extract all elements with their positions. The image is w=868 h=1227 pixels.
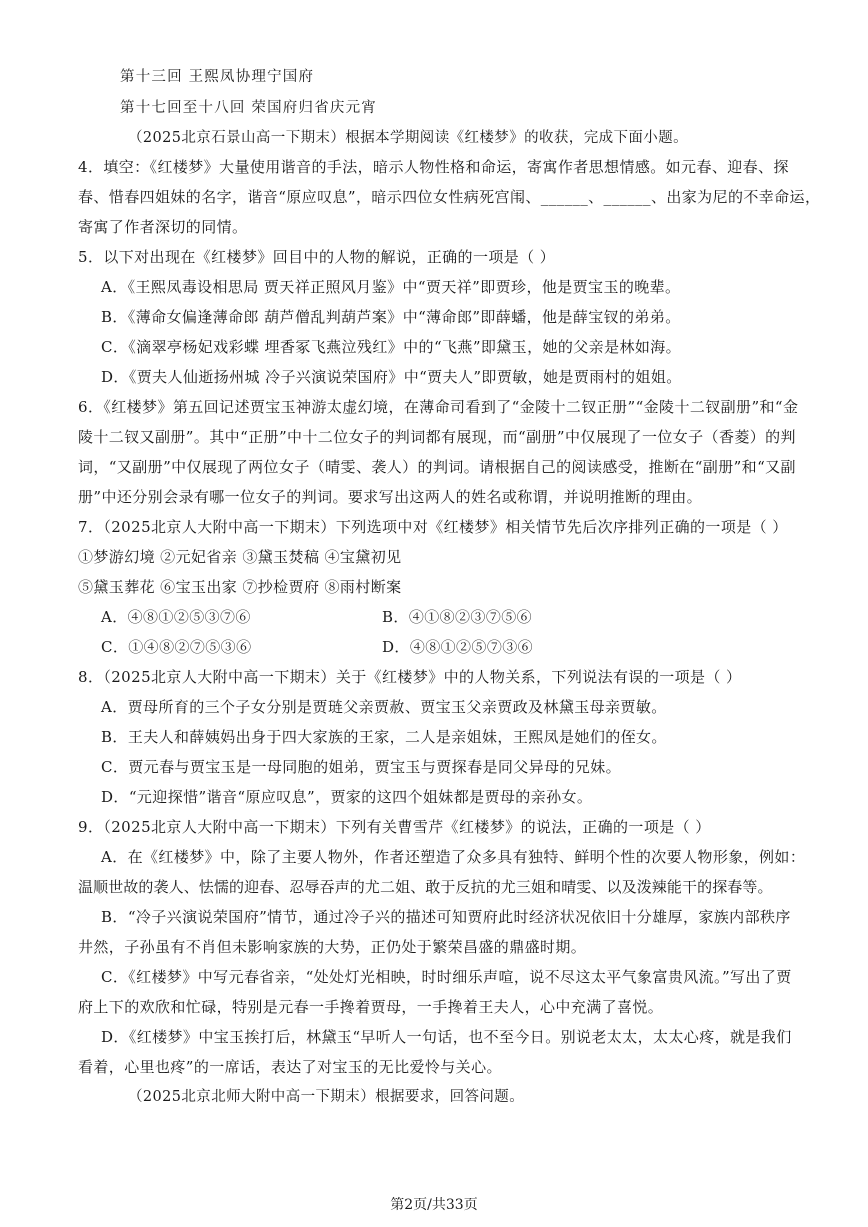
q9-option-c-line-1: C．《红楼梦》中写元春省亲，“处处灯光相映，时时细乐声喧，说不尽这太平气象富贵风流。”写出了贾 <box>101 968 792 986</box>
q6-line-1: 6．《红楼梦》第五回记述贾宝玉神游太虚幻境，在薄命司看到了“金陵十二钗正册”“金陵十二钗副册”和“金 <box>78 398 799 416</box>
q5-option-d: D．《贾夫人仙逝扬州城 冷子兴演说荣国府》中“贾夫人”即贾敏，她是贾雨村的姐姐。 <box>101 368 682 386</box>
q9-option-d-line-1: D．《红楼梦》中宝玉挨打后，林黛玉“早听人一句话，也不至今日。别说老太太，太太心疼，就是我们 <box>101 1028 792 1046</box>
q9-option-a-line-2: 温顺世故的袭人、怯懦的迎春、忍辱吞声的尤二姐、敢于反抗的尤三姐和晴雯、以及泼辣能干的探春等。 <box>78 878 773 896</box>
q8-option-c: C．贾元春与贾宝玉是一母同胞的姐弟，贾宝玉与贾探春是同父异母的兄妹。 <box>101 758 622 776</box>
q5-option-b: B．《薄命女偏逢薄命郎 葫芦僧乱判葫芦案》中“薄命郎”即薛蟠，他是薛宝钗的弟弟。 <box>101 308 681 326</box>
q9-option-a-line-1: A．在《红楼梦》中，除了主要人物外，作者还塑造了众多具有独特、鲜明个性的次要人物形象，例如： <box>101 848 806 866</box>
q7-option-d: D．④⑧①②⑤⑦③⑥ <box>382 638 534 656</box>
q5-option-c: C．《滴翠亭杨妃戏彩蝶 埋香冢飞燕泣残红》中的“飞燕”即黛玉，她的父亲是林如海。 <box>101 338 682 356</box>
q8-stem: 8．（2025北京人大附中高一下期末）关于《红楼梦》中的人物关系，下列说法有误的一项是（ ） <box>78 668 742 686</box>
q5-stem: 5．以下对出现在《红楼梦》回目中的人物的解说，正确的一项是（ ） <box>78 248 556 266</box>
section-intro-shijingshan: （2025北京石景山高一下期末）根据本学期阅读《红楼梦》的收获，完成下面小题。 <box>128 130 688 146</box>
chapter-title-17-18: 第十七回至十八回 荣国府归省庆元宵 <box>120 100 378 116</box>
q7-option-c: C．①④⑧②⑦⑤③⑥ <box>101 638 252 656</box>
q4-line-1: 4．填空：《红楼梦》大量使用谐音的手法，暗示人物性格和命运，寄寓作者思想情感。如元春、迎春、探 <box>78 158 789 176</box>
q8-option-a: A．贾母所育的三个子女分别是贾琏父亲贾赦、贾宝玉父亲贾政及林黛玉母亲贾敏。 <box>101 698 667 716</box>
q6-line-2: 陵十二钗又副册”。其中“正册”中十二位女子的判词都有展现，而“副册”中仅展现了一位女子（香菱）的判 <box>78 428 796 446</box>
q6-line-4: 册”中还分别会录有哪一位女子的判词。要求写出这两人的姓名或称谓，并说明推断的理由。 <box>78 488 703 506</box>
q9-option-b-line-2: 井然，子孙虽有不肖但未影响家族的大势，正仍处于繁荣昌盛的鼎盛时期。 <box>78 938 587 956</box>
q4-line-2: 春、惜春四姐妹的名字，谐音“原应叹息”，暗示四位女性病死宫闱、______、______、出家为尼的不幸命运， <box>78 188 821 206</box>
q7-option-row-1 <box>101 607 821 627</box>
q7-option-a: A．④⑧①②⑤③⑦⑥ <box>101 608 251 626</box>
q9-stem: 9．（2025北京人大附中高一下期末）下列有关曹雪芹《红楼梦》的说法，正确的一项是（ ） <box>78 818 711 836</box>
q7-option-b: B．④①⑧②③⑦⑤⑥ <box>382 608 533 626</box>
q9-option-b-line-1: B．“冷子兴演说荣国府”情节，通过冷子兴的描述可知贾府此时经济状况依旧十分雄厚，家族内部秩序 <box>101 908 791 926</box>
q9-option-c-line-2: 府上下的欢欣和忙碌，特别是元春一手搀着贾母，一手搀着王夫人，心中充满了喜悦。 <box>78 998 664 1016</box>
q7-stem: 7．（2025北京人大附中高一下期末）下列选项中对《红楼梦》相关情节先后次序排列正确的一项是（ ） <box>78 518 788 536</box>
q7-items-row-1: ①梦游幻境 ②元妃省亲 ③黛玉焚稿 ④宝黛初见 <box>78 548 402 566</box>
q8-option-d: D．“元迎探惜”谐音“原应叹息”，贾家的这四个姐妹都是贾母的亲孙女。 <box>101 788 593 806</box>
chapter-title-13: 第十三回 王熙凤协理宁国府 <box>120 69 315 85</box>
q8-option-b: B．王夫人和薛姨妈出身于四大家族的王家，二人是亲姐妹，王熙凤是她们的侄女。 <box>101 728 667 746</box>
q7-items-row-2: ⑤黛玉葬花 ⑥宝玉出家 ⑦抄检贾府 ⑧雨村断案 <box>78 578 402 596</box>
section-intro-beishida: （2025北京北师大附中高一下期末）根据要求，回答问题。 <box>128 1089 525 1105</box>
q4-line-3: 寄寓了作者深切的同情。 <box>78 218 248 236</box>
q5-option-a: A．《王熙凤毒设相思局 贾天祥正照风月鉴》中“贾天祥”即贾珍，他是贾宝玉的晚辈。 <box>101 278 681 296</box>
q9-option-d-line-2: 看着，心里也疼”的一席话，表达了对宝玉的无比爱怜与关心。 <box>78 1058 502 1076</box>
q7-option-row-2 <box>101 637 821 657</box>
page-footer: 第2页/共33页 <box>390 1197 478 1213</box>
q6-line-3: 词，“又副册”中仅展现了两位女子（晴雯、袭人）的判词。请根据自己的阅读感受，推断在“副册”和“又副 <box>78 458 796 476</box>
